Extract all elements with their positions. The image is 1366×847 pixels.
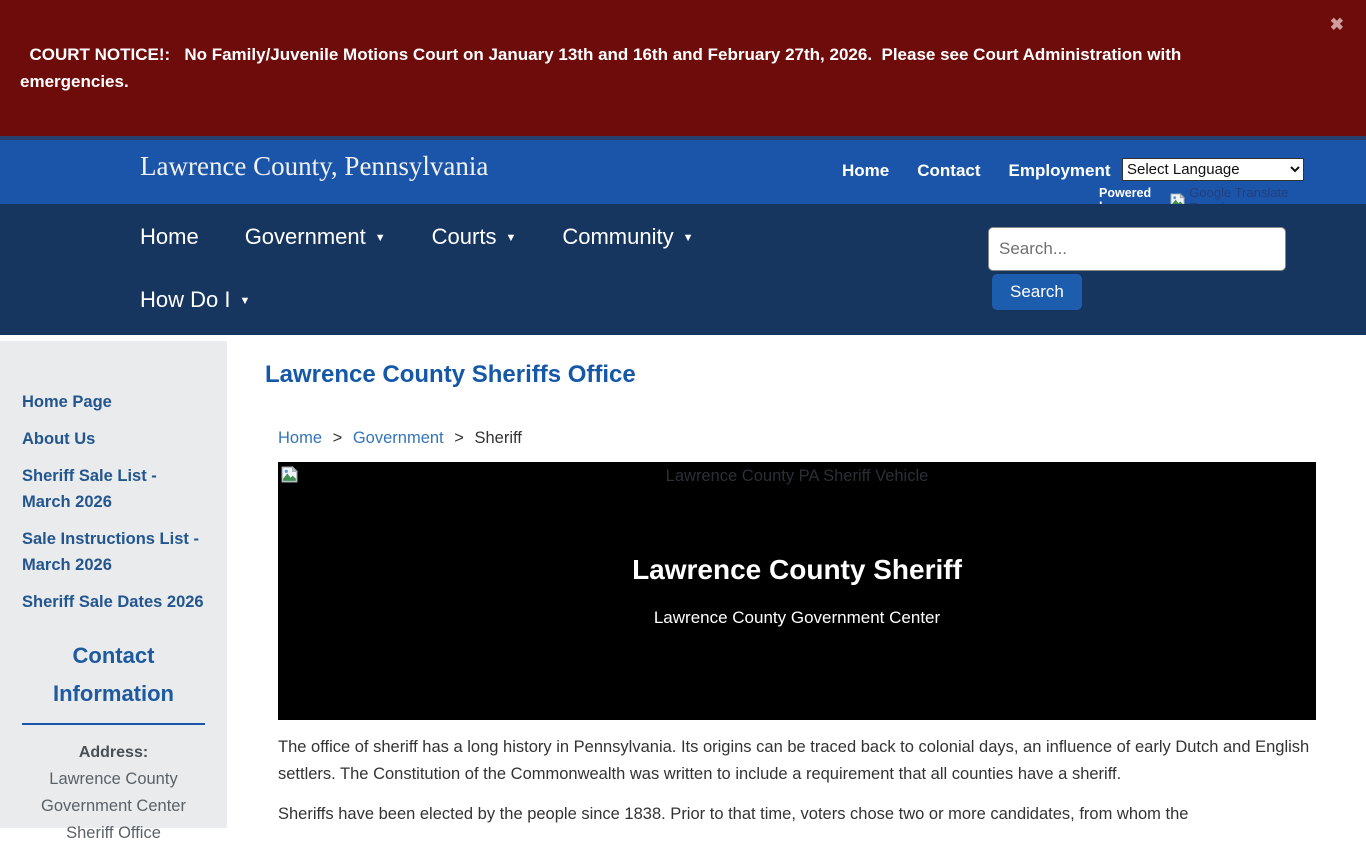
page-body: [0, 335, 1366, 842]
sidebar-item-sheriff-sale-list[interactable]: Sheriff Sale List - March 2026: [22, 467, 157, 511]
address-label: Address:: [78, 744, 149, 761]
nav-item-label: How Do I: [140, 287, 231, 312]
hero-image-alt-text: Lawrence County PA Sheriff Vehicle: [665, 467, 929, 485]
breadcrumb-link-government[interactable]: Government: [352, 429, 444, 447]
nav-item-label: Community: [562, 224, 674, 249]
page-title: Lawrence County Sheriffs Office: [265, 361, 636, 388]
chevron-down-icon: ▼: [682, 232, 694, 244]
nav-item-community[interactable]: [562, 207, 693, 267]
main-content: [227, 335, 1366, 822]
address-line: Sheriff Office: [66, 824, 161, 842]
chevron-down-icon: ▼: [505, 232, 517, 244]
translate-logo-alt-text[interactable]: Google Translate: [1189, 185, 1289, 200]
language-select[interactable]: [1122, 158, 1304, 181]
body-paragraph: The office of sheriff has a long history in Pennsylvania. Its origins can be traced back to colonial days, an influence of early Dutch and English settlers. The Constitution of the Commonwealth was written to include a requirement that all counties have a sheriff.: [278, 738, 1310, 783]
header-link-contact[interactable]: Contact: [917, 161, 981, 180]
hero-subtitle: Lawrence County Government Center: [653, 608, 941, 627]
nav-item-label: Courts: [431, 224, 497, 249]
nav-item-label: Home: [140, 224, 199, 249]
powered-by-label: Powered: [1099, 186, 1152, 200]
sidebar-item-sheriff-sale-dates[interactable]: Sheriff Sale Dates 2026: [22, 593, 204, 611]
breadcrumb-link-home[interactable]: Home: [278, 429, 323, 447]
site-title: Lawrence County, Pennsylvania: [140, 151, 489, 181]
contact-information-heading: Contact Information: [22, 637, 205, 725]
header-link-employment[interactable]: Employment: [1008, 161, 1111, 180]
sheriff-hero-image: [278, 462, 1316, 720]
search-input[interactable]: [988, 227, 1286, 271]
chevron-down-icon: ▼: [374, 232, 386, 244]
court-notice-text: COURT NOTICE!: No Family/Juvenile Motions Court on January 13th and 16th and February 27th, 2026. Please see Court Administration with emergencies.: [20, 45, 1186, 91]
address-line: Government Center: [41, 797, 186, 815]
nav-item-home[interactable]: [140, 207, 199, 267]
header-link-home[interactable]: Home: [842, 161, 890, 180]
main-nav: [0, 204, 1366, 335]
hero-overlay: [278, 462, 1316, 720]
site-header: [0, 136, 1366, 204]
main-nav-list: [140, 204, 980, 330]
nav-item-how-do-i[interactable]: [140, 270, 250, 330]
chevron-down-icon: ▼: [239, 295, 251, 307]
search-form: [988, 227, 1286, 310]
sidebar-item-about-us[interactable]: About Us: [22, 430, 96, 448]
header-utility-nav: [842, 161, 1111, 181]
nav-item-government[interactable]: [245, 207, 386, 267]
sidebar-item-sale-instructions[interactable]: Sale Instructions List - March 2026: [22, 530, 199, 574]
breadcrumb-separator: >: [454, 429, 464, 447]
hero-title: Lawrence County Sheriff: [632, 554, 962, 585]
close-icon[interactable]: ✖: [1329, 15, 1344, 34]
nav-item-courts[interactable]: [432, 207, 517, 267]
court-notice-banner: [0, 0, 1366, 136]
sidebar-item-home-page[interactable]: Home Page: [22, 393, 112, 411]
address-line: Lawrence County: [49, 770, 178, 788]
language-selector: [1122, 158, 1304, 181]
breadcrumb-current: Sheriff: [474, 429, 522, 447]
body-paragraph: Sheriffs have been elected by the people since 1838. Prior to that time, voters chose two or more candidates, from whom the: [278, 805, 1189, 823]
nav-item-label: Government: [244, 224, 366, 249]
search-button[interactable]: Search: [992, 274, 1082, 310]
content-inner: [278, 429, 1316, 828]
breadcrumb-separator: >: [332, 429, 343, 447]
sidebar: [0, 341, 227, 842]
breadcrumb: [278, 429, 1316, 448]
